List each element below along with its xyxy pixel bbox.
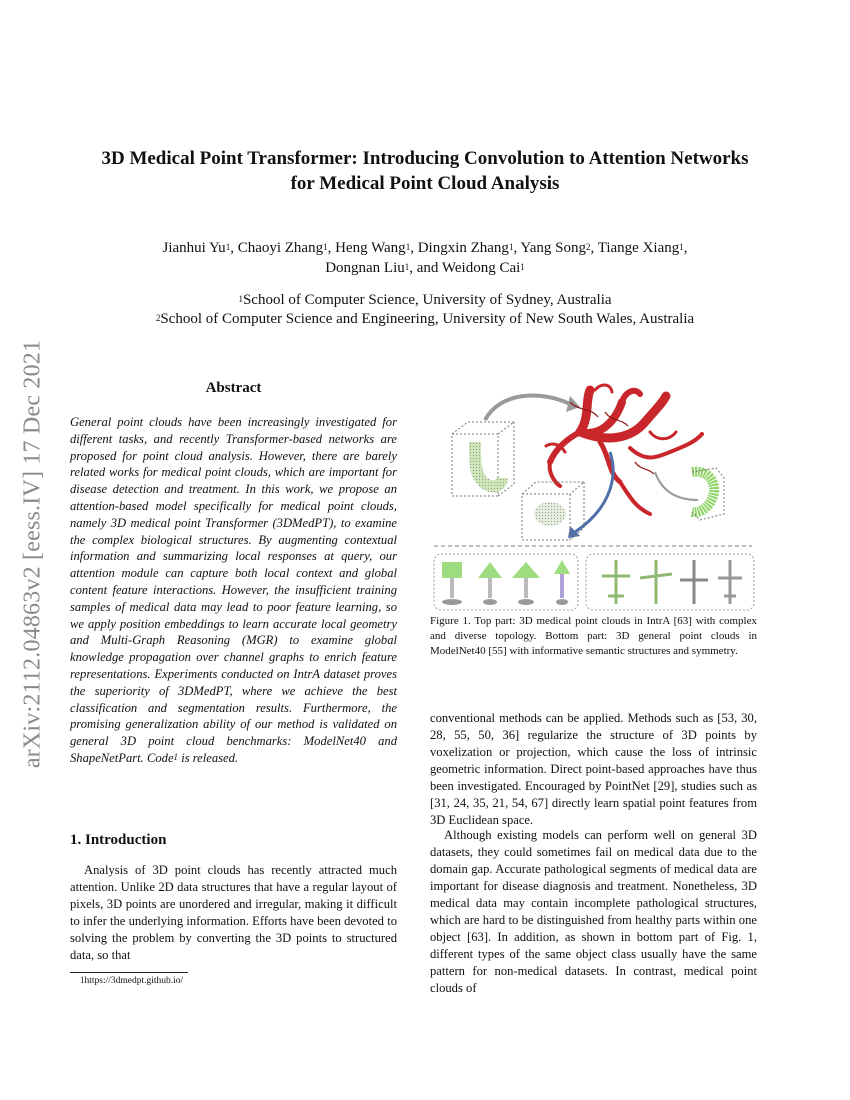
author-sup: 1 (520, 262, 525, 272)
affiliation-text: School of Computer Science and Engineering, University of New South Wales, Australia (160, 311, 695, 327)
footnote-rule (70, 972, 188, 973)
title-line-1: 3D Medical Point Transformer: Introducing Convolution to Attention Networks (101, 148, 749, 169)
author-list: Jianhui Yu$^1$, Chaoyi Zhang$^1$, Heng Wang$^1$, Dingxin Zhang$^1$, Yang Song$^2$, Tiange Xiang$^1$, Dongnan Liu$^1$, and Weidong Cai$^1$ (162, 240, 688, 276)
grey-arrow-right (655, 472, 698, 500)
right-vessel-segment (692, 468, 724, 520)
paper-title (0, 146, 850, 196)
author-sup: 1 (323, 242, 328, 252)
section-heading-introduction: 1. Introduction (70, 832, 167, 848)
author-name: Yang Song (520, 240, 586, 256)
author-name: Dingxin Zhang (417, 240, 509, 256)
right-paragraph-2: Although existing models can perform well on general 3D datasets, they could sometimes fail on medical data due to the domain gap. Accurate pathological segments of medical data are important for disease diagnosis and treatment. Nonetheless, 3D medical data may contain incomplete pathological structures, which are hard to be distinguished from healthy parts within one object [63]. In addition, as shown in bottom part of Fig. 1, different types of the same object class usually have the same pattern for non-medical datasets. In contrast, medical point clouds of (430, 828, 757, 995)
author-name: Heng Wang (335, 240, 406, 256)
figure-1-illustration (430, 382, 756, 612)
abstract-text: General point clouds have been increasingly investigated for different tasks, and recently Transformer-based networks are proposed for point cloud analysis. However, there are barely related works for medical point clouds, which are important for disease detection and treatment. In this work, we propose an attention-based model specifically for medical point clouds, namely 3D medical point Transformer (3DMedPT), to examine the complex biological structures. By augmenting contextual information and summarizing local responses at query, our attention module can capture both local context and global content feature interactions. However, the insufficient training samples of medical data may lead to poor feature learning, so we apply position embeddings to learn accurate local geometry and Multi-Graph Reasoning (MGR) to examine global knowledge propagation over channel graphs to enrich feature representations. Experiments conducted on IntrA dataset proves the superiority of 3DMedPT, where we achieve the best classification and segmentation results. Furthermore, the promising generalization ability of our method is validated on general 3D point cloud benchmarks: ModelNet40 and ShapeNetPart. Code (70, 415, 397, 765)
figure-1-caption: Figure 1. Top part: 3D medical point clouds in IntrA [63] with complex and diverse topology. Bottom part: 3D general point clouds in ModelNet40 [55] with informative semantic structures and symmetry. (430, 615, 757, 657)
code-footnote-marker: 1 (173, 751, 179, 762)
arxiv-stamp (4, 292, 62, 816)
author-name: Jianhui Yu (162, 240, 226, 256)
affiliation-sup: 1 (238, 294, 243, 304)
abstract-text-end: is released. (178, 750, 239, 765)
author-name: Chaoyi Zhang (237, 240, 324, 256)
lamp-point-clouds (442, 560, 570, 605)
affiliation-sup: 2 (155, 313, 161, 323)
arxiv-stamp-text: arXiv:2112.04863v2 [eess.IV] 17 Dec 2021 (19, 339, 46, 769)
left-crop-box (452, 422, 514, 496)
author-name: Weidong Cai (441, 260, 521, 276)
author-sup: 1 (508, 242, 514, 252)
author-sup: 1 (404, 262, 410, 272)
affiliation-2 (60, 310, 790, 329)
grey-arrow (485, 396, 570, 420)
affiliation-text: School of Computer Science, University of Sydney, Australia (242, 292, 612, 308)
right-paragraph-1: conventional methods can be applied. Methods such as [53, 30, 28, 55, 50, 36] regularize the structure of 3D points by voxelization or projection, which cause the loss of intrinsic geometric information. Direct point-based approaches have thus been investigated. Encouraged by PointNet [29], studies such as [31, 24, 35, 21, 54, 67] directly learn spatial point features from 3D Euclidean space. (430, 711, 757, 827)
footnote-url: https://3dmedpt.github.io/ (84, 976, 184, 986)
airplane-point-clouds (602, 560, 742, 604)
author-name: Dongnan Liu (325, 260, 405, 276)
footnote (80, 976, 183, 986)
intro-paragraph-1: Analysis of 3D point clouds has recently attracted much attention. Unlike 2D data structures that have a regular layout of pixels, 3D points are unordered and irregular, making it difficult to infer the underlying information. Efforts have been devoted to solving the problem by converting the 3D points to structured data, so that (70, 863, 397, 962)
title-line-2: for Medical Point Cloud Analysis (290, 173, 560, 194)
author-sup: 2 (585, 242, 591, 252)
author-name: Tiange Xiang (597, 240, 680, 256)
abstract-heading: Abstract (205, 380, 262, 396)
author-sup: 1 (225, 242, 231, 252)
author-sup: 1 (405, 242, 411, 252)
affiliation-1 (60, 291, 790, 310)
and-word: and (416, 260, 439, 276)
author-sup: 1 (679, 242, 684, 252)
affiliations (60, 291, 790, 329)
footnote-sup: 1 (80, 975, 85, 985)
abstract-body (70, 414, 397, 767)
